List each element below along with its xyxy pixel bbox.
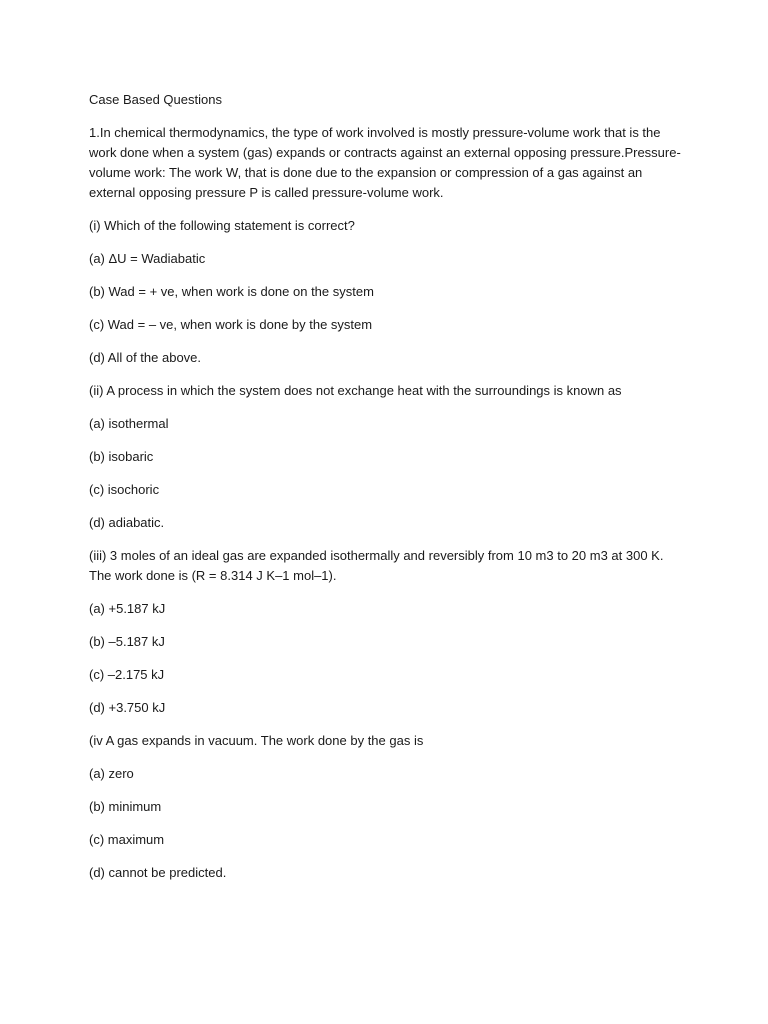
case-passage: 1.In chemical thermodynamics, the type of work involved is mostly pressure-volume work that is the work done when a system (gas) expands or contracts against an external opposing pressure.Pressure-volume work: The work W, that is done due to the expansion or compression of a gas against an external opposing pressure P is called pressure-volume work. — [89, 125, 681, 200]
question-2-option-c: (c) isochoric — [89, 482, 160, 497]
question-4-option-c: (c) maximum — [89, 832, 165, 847]
question-2-option-b: (b) isobaric — [89, 449, 154, 464]
question-1-option-d: (d) All of the above. — [89, 350, 202, 365]
question-4-block — [89, 731, 689, 883]
question-4-option-b: (b) minimum — [89, 799, 162, 814]
question-2-block — [89, 381, 689, 533]
question-3-text: (iii) 3 moles of an ideal gas are expanded isothermally and reversibly from 10 m3 to 20 m3 at 300 K. The work done is (R = 8.314 J K–1 mol–1). — [89, 548, 667, 583]
question-4-text: (iv A gas expands in vacuum. The work done by the gas is — [89, 733, 424, 748]
question-4-option-a: (a) zero — [89, 766, 134, 781]
document-page — [89, 90, 689, 896]
document-heading: Case Based Questions — [89, 92, 222, 107]
question-1-option-a: (a) ΔU = Wadiabatic — [89, 251, 206, 266]
question-3-option-b: (b) –5.187 kJ — [89, 634, 165, 649]
question-2-option-d: (d) adiabatic. — [89, 515, 165, 530]
question-1-option-b: (b) Wad = + ve, when work is done on the system — [89, 284, 374, 299]
question-4-option-d: (d) cannot be predicted. — [89, 865, 227, 880]
question-1-block — [89, 216, 689, 368]
question-1-option-c: (c) Wad = – ve, when work is done by the system — [89, 317, 373, 332]
question-1-text: (i) Which of the following statement is correct? — [89, 218, 355, 233]
question-3-option-c: (c) –2.175 kJ — [89, 667, 165, 682]
question-3-block — [89, 546, 689, 718]
question-3-option-a: (a) +5.187 kJ — [89, 601, 166, 616]
question-2-text: (ii) A process in which the system does not exchange heat with the surroundings is known as — [89, 383, 622, 398]
question-3-option-d: (d) +3.750 kJ — [89, 700, 166, 715]
question-2-option-a: (a) isothermal — [89, 416, 169, 431]
